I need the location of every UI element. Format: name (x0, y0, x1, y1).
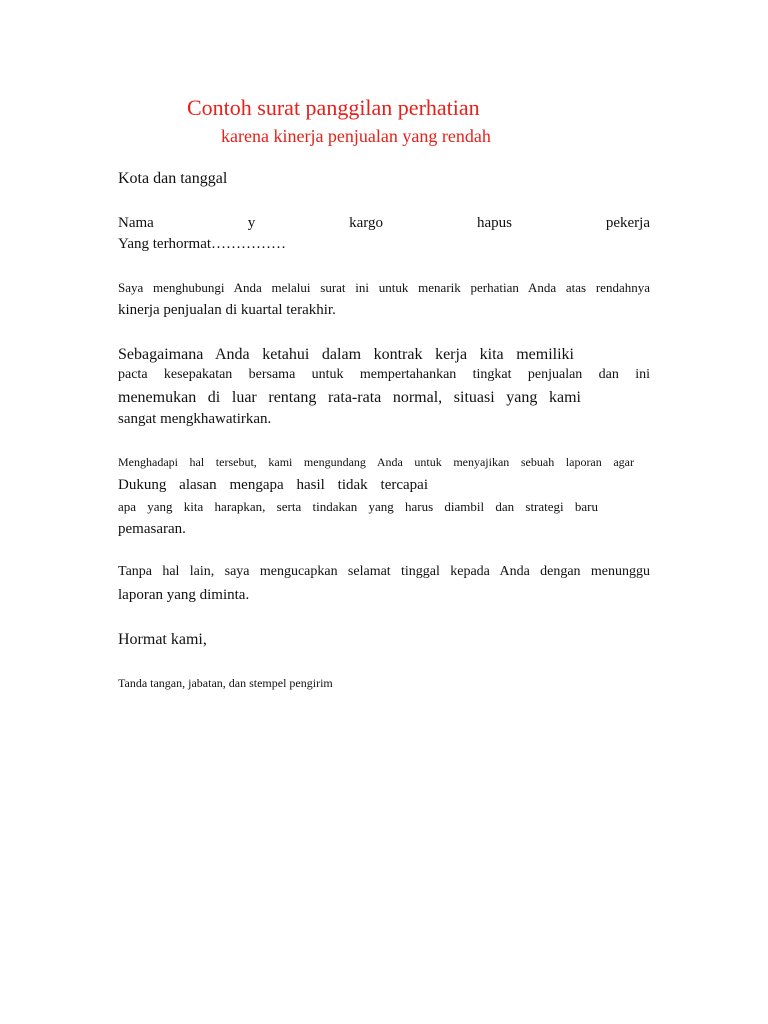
paragraph-3-line-3: apa yang kita harapkan, serta tindakan yang harus diambil dan strategi baru (118, 499, 598, 514)
closing: Hormat kami, (118, 631, 207, 648)
salutation: Yang terhormat…………… (118, 236, 287, 252)
paragraph-2-line-2: pacta kesepakatan bersama untuk mempertahankan tingkat penjualan dan ini (118, 367, 650, 382)
address-word: pekerja (605, 215, 650, 231)
address-word: kargo (349, 215, 384, 231)
address-word: hapus (476, 215, 512, 231)
paragraph-3-line-1: Menghadapi hal tersebut, kami mengundang Anda untuk menyajikan sebuah laporan agar (118, 455, 634, 469)
address-word: Nama (118, 215, 154, 231)
paragraph-3-line-4: pemasaran. (118, 521, 186, 537)
letter-subtitle: karena kinerja penjualan yang rendah (221, 126, 491, 146)
address-line (118, 215, 650, 232)
letter-title: Contoh surat panggilan perhatian (187, 95, 480, 120)
paragraph-4-line-1: Tanpa hal lain, saya mengucapkan selamat tinggal kepada Anda dengan menunggu (118, 564, 650, 579)
paragraph-1-line-2: kinerja penjualan di kuartal terakhir. (118, 302, 336, 318)
paragraph-2-line-1: Sebagaimana Anda ketahui dalam kontrak kerja kita memiliki (118, 346, 574, 363)
paragraph-2-line-4: sangat mengkhawatirkan. (118, 411, 272, 427)
paragraph-3-line-2: Dukung alasan mengapa hasil tidak tercapai (118, 477, 428, 493)
address-word: y (247, 215, 256, 231)
paragraph-1-line-1: Saya menghubungi Anda melalui surat ini untuk menarik perhatian Anda atas rendahnya (118, 280, 650, 295)
paragraph-4-line-2: laporan yang diminta. (118, 587, 250, 603)
signature-note: Tanda tangan, jabatan, dan stempel pengirim (118, 676, 333, 690)
place-date: Kota dan tanggal (118, 170, 228, 187)
paragraph-2-line-3: menemukan di luar rentang rata-rata normal, situasi yang kami (118, 389, 581, 406)
